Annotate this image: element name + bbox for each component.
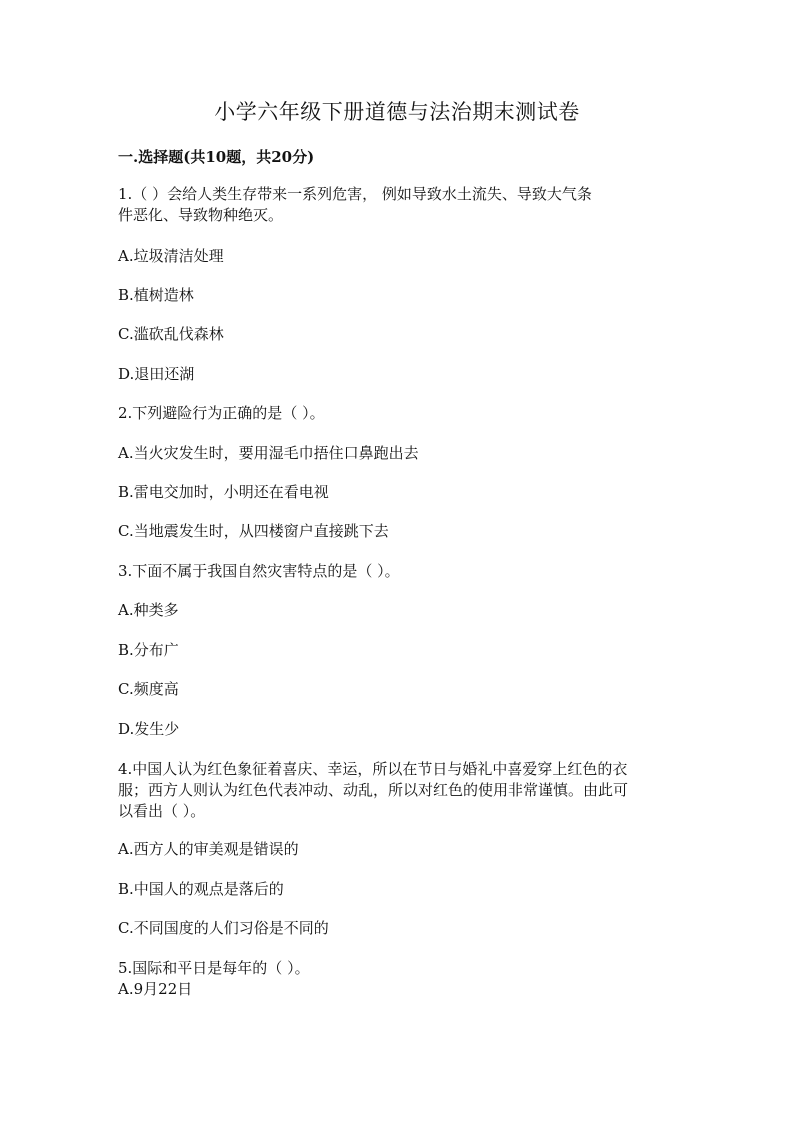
question-2-stem: 2.下列避险行为正确的是（ ）。 xyxy=(118,404,325,422)
question-3-option-a: A.种类多 xyxy=(118,601,179,619)
question-1-option-a: A.垃圾清洁处理 xyxy=(118,247,224,265)
question-1-option-c: C.滥砍乱伐森林 xyxy=(118,325,224,343)
page-title: 小学六年级下册道德与法治期末测试卷 xyxy=(214,100,580,124)
question-4-option-a: A.西方人的审美观是错误的 xyxy=(118,840,299,858)
question-4-option-c: C.不同国度的人们习俗是不同的 xyxy=(118,919,329,937)
question-3-stem: 3.下面不属于我国自然灾害特点的是（ ）。 xyxy=(118,562,400,580)
question-4-stem-line-3: 以看出（ ）。 xyxy=(118,802,206,820)
question-1-stem-line-2: 件恶化、导致物种绝灭。 xyxy=(118,206,284,224)
question-2-option-c: C.当地震发生时，从四楼窗户直接跳下去 xyxy=(118,522,389,540)
question-3-option-d: D.发生少 xyxy=(118,720,180,738)
question-1-stem-line-1: 1.（ ）会给人类生存带来一系列危害， 例如导致水土流失、导致大气条 xyxy=(118,185,592,203)
question-1-option-b: B.植树造林 xyxy=(118,286,194,304)
question-3-option-b: B.分布广 xyxy=(118,641,179,659)
question-4-stem-line-1: 4.中国人认为红色象征着喜庆、幸运，所以在节日与婚礼中喜爱穿上红色的衣 xyxy=(118,760,628,778)
question-4-stem-line-2: 服；西方人则认为红色代表冲动、动乱，所以对红色的使用非常谨慎。由此可 xyxy=(118,781,629,799)
question-3-option-c: C.频度高 xyxy=(118,680,179,698)
question-2-option-a: A.当火灾发生时，要用湿毛巾捂住口鼻跑出去 xyxy=(118,444,419,462)
question-5-option-a: A.9月22日 xyxy=(118,980,193,998)
question-1-option-d: D.退田还湖 xyxy=(118,365,195,383)
question-5-stem: 5.国际和平日是每年的（ ）。 xyxy=(118,959,310,977)
question-4-option-b: B.中国人的观点是落后的 xyxy=(118,880,284,898)
section-heading: 一.选择题(共10题，共20分) xyxy=(118,148,315,166)
question-2-option-b: B.雷电交加时，小明还在看电视 xyxy=(118,483,329,501)
